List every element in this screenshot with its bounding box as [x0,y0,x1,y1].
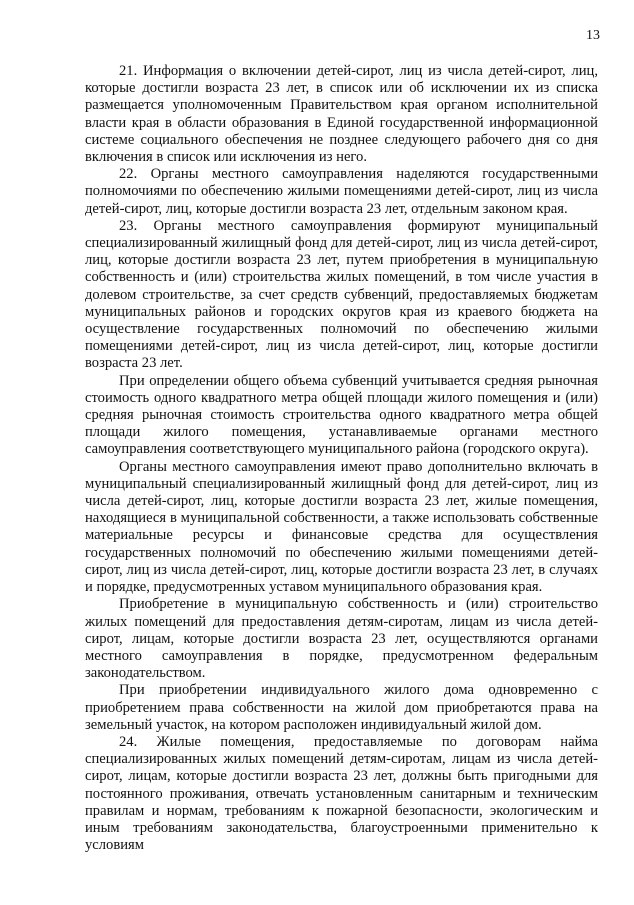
paragraph-21: 21. Информация о включении детей-сирот, лиц из числа детей-сирот, лиц, которые достигли возраста 23 лет, в список или об исключении их из списка размещается уполномоченным Правительством края органом исполнительной власти края в области образования в Единой государственной информационной системе социального обеспечения не позднее следующего рабочего дня со дня включения в список или исключения из него. [85,63,598,166]
paragraph-24: 24. Жилые помещения, предоставляемые по договорам найма специализированных жилых помещений детям-сиротам, лицам из числа детей-сирот, лицам, которые достигли возраста 23 лет, должны быть пригодными для постоянного проживания, отвечать установленным санитарным и техническим правилам и нормам, требованиям к пожарной безопасности, экологическим и иным требованиям законодательства, благоустроенными применительно к условиям [85,733,598,854]
paragraph-individual-house: При приобретении индивидуального жилого дома одновременно с приобретением права собственности на жилой дом приобретаются права на земельный участок, на котором расположен индивидуальный жилой дом. [85,682,598,733]
paragraph-23: 23. Органы местного самоуправления формируют муниципальный специализированный жилищный фонд для детей-сирот, лиц из числа детей-сирот, лиц, которые достигли возраста 23 лет, путем приобретения в муниципальную собственность и (или) строительства жилых помещений, в том числе участия в долевом строительстве, за счет средств субвенций, предоставляемых бюджетам муниципальных районов и городских округов края из краевого бюджета на осуществление государственных полномочий по обеспечению жилыми помещениями детей-сирот, лиц из числа детей-сирот, лиц, которые достигли возраста 23 лет. [85,217,598,372]
document-body [85,63,598,854]
paragraph-22: 22. Органы местного самоуправления наделяются государственными полномочиями по обеспечению жилыми помещениями детей-сирот, лиц из числа детей-сирот, лиц, которые достигли возраста 23 лет, отдельным законом края. [85,166,598,217]
page-number: 13 [586,28,600,43]
paragraph-additional-inclusion: Органы местного самоуправления имеют право дополнительно включать в муниципальный специализированный жилищный фонд для детей-сирот, лиц из числа детей-сирот, лиц, которые достигли возраста 23 лет, жилые помещения, находящиеся в муниципальной собственности, а также использовать собственные материальные ресурсы и финансовые средства для осуществления государственных полномочий по обеспечению жилыми помещениями детей-сирот, лиц из числа детей-сирот, лиц, которые достигли возраста 23 лет, в случаях и порядке, предусмотренных уставом муниципального образования края. [85,458,598,596]
paragraph-subvention-total: При определении общего объема субвенций учитывается средняя рыночная стоимость одного квадратного метра общей площади жилого помещения и (или) средняя рыночная стоимость строительства одного квадратного метра общей площади жилого помещения, устанавливаемые органами местного самоуправления соответствующего муниципального района (городского округа). [85,372,598,458]
paragraph-acquisition: Приобретение в муниципальную собственность и (или) строительство жилых помещений для предоставления детям-сиротам, лицам из числа детей-сирот, лицам, которые достигли возраста 23 лет, осуществляются органами местного самоуправления в порядке, предусмотренном федеральным законодательством. [85,596,598,682]
